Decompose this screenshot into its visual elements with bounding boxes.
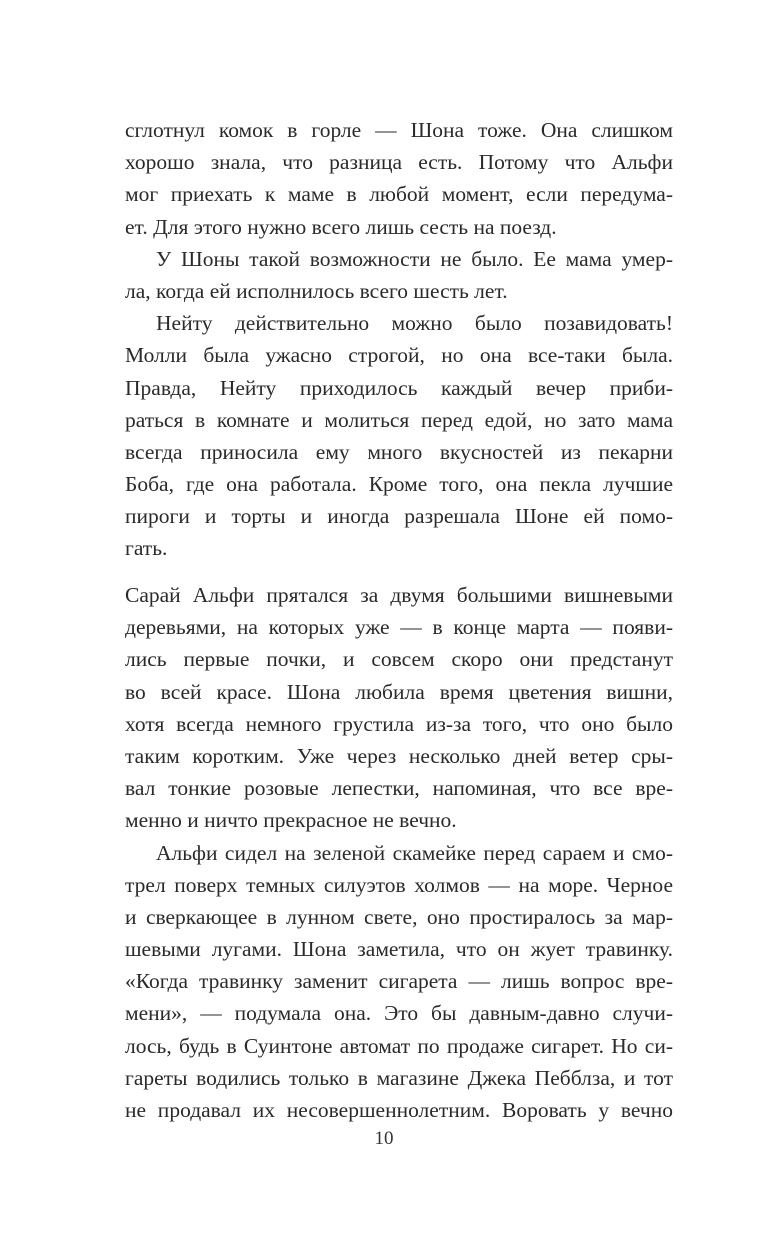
text-line: пироги и торты и иногда разрешала Шоне ей помо- xyxy=(125,504,673,529)
text-line: Молли была ужасно строгой, но она все-таки была. xyxy=(125,343,673,368)
text-line: Нейту действительно можно было позавидовать! xyxy=(156,311,673,336)
text-line: Сарай Альфи прятался за двумя большими вишневыми xyxy=(125,583,673,607)
text-section-2 xyxy=(125,579,673,1126)
text-line: деревьями, на которых уже — в конце марта — появи- xyxy=(125,615,673,640)
text-line: трел поверх темных силуэтов холмов — на море. Черное xyxy=(125,872,673,897)
text-line: Боба, где она работала. Кроме того, она пекла лучшие xyxy=(125,472,673,497)
page-number: 10 xyxy=(374,1128,394,1149)
text-section-1 xyxy=(125,114,673,565)
text-line: лись первые почки, и совсем скоро они предстанут xyxy=(125,647,673,672)
text-line: «Когда травинку заменит сигарета — лишь вопрос вре- xyxy=(125,969,673,994)
text-line: мени», — подумала она. Это бы давным-давно случи- xyxy=(125,1001,673,1026)
text-line: ла, когда ей исполнилось всего шесть лет. xyxy=(125,278,508,303)
text-line: ет. Для этого нужно всего лишь сесть на поезд. xyxy=(125,214,557,239)
text-line: хотя всегда немного грустила из-за того, что оно было xyxy=(125,711,673,736)
text-line: гареты водились только в магазине Джека Пебблза, и тот xyxy=(125,1065,673,1090)
text-line: менно и ничто прекрасное не вечно. xyxy=(125,808,457,833)
text-line: сглотнул комок в горле — Шона тоже. Она слишком xyxy=(125,118,673,142)
text-line: во всей красе. Шона любила время цветения вишни, xyxy=(125,679,673,704)
text-line: гать. xyxy=(125,536,168,561)
text-line: вал тонкие розовые лепестки, напоминая, что все вре- xyxy=(125,776,673,801)
text-line: таким коротким. Уже через несколько дней ветер сры- xyxy=(125,743,673,768)
text-line: не продавал их несовершеннолетним. Воровать у вечно xyxy=(125,1098,673,1122)
text-line: Альфи сидел на зеленой скамейке перед сараем и смо- xyxy=(156,840,673,865)
text-line: шевыми лугами. Шона заметила, что он жует травинку. xyxy=(125,937,673,962)
text-line: хорошо знала, что разница есть. Потому что Альфи xyxy=(125,150,673,175)
text-line: мог приехать к маме в любой момент, если передума- xyxy=(125,182,673,207)
text-line: У Шоны такой возможности не было. Ее мама умер- xyxy=(156,246,673,271)
text-line: Правда, Нейту приходилось каждый вечер приби- xyxy=(125,375,673,400)
text-line: и сверкающее в лунном свете, оно простиралось за мар- xyxy=(125,904,673,929)
text-line: раться в комнате и молиться перед едой, но зато мама xyxy=(125,407,673,432)
text-line: лось, будь в Суинтоне автомат по продаже сигарет. Но си- xyxy=(125,1033,673,1058)
text-line: всегда приносила ему много вкусностей из пекарни xyxy=(125,439,673,464)
